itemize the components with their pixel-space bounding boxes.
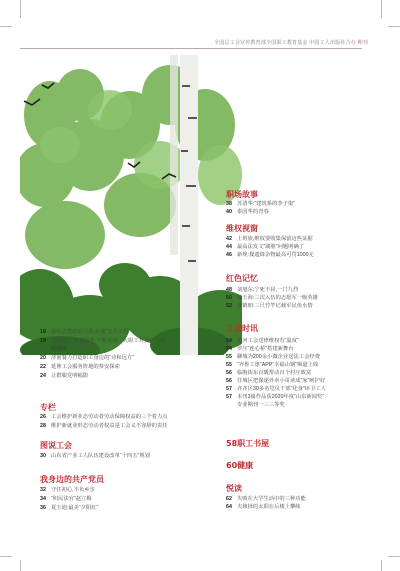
- toc-entry[interactable]: 20 济南餐力打造职工身边的“诗和远方”: [40, 355, 134, 361]
- toc-entry[interactable]: 52 康鹤朋:三尺竹竿记载军民鱼水情: [226, 303, 313, 309]
- toc-entry[interactable]: 46 新规:餐遗降杂物最高可罚1000元: [226, 252, 314, 258]
- section-title: 维权视窗: [226, 224, 258, 233]
- toc-entry[interactable]: 18 强化思想政治引领,实施“五大工程”: [40, 329, 131, 335]
- toc-entry[interactable]: 55 聊城为200余小微企业送法工会经费: [226, 354, 320, 360]
- toc-entry[interactable]: 42 上班族,维权要收集保留这些证据: [226, 236, 313, 242]
- toc-entry[interactable]: 36 夏玉迪:最美“夕阳红”: [40, 505, 99, 511]
- section-title: 职场故事: [226, 190, 258, 199]
- toc-entry[interactable]: 26 工会维护新业态劳动者劳动保障权益的三个着力点: [40, 414, 168, 420]
- crop-mark-tl-v: [20, 0, 21, 18]
- crop-mark-tr-v: [381, 0, 382, 18]
- toc-entry[interactable]: 50 曹玉海:三次入伍的志愿军一级英雄: [226, 295, 318, 301]
- birch-forest-illustration: [20, 55, 242, 355]
- magazine-page: [20, 27, 382, 555]
- section-title: 我身边的共产党员: [40, 475, 104, 484]
- section-title-standalone[interactable]: 60健康: [226, 461, 254, 470]
- toc-entry[interactable]: 38 苏清华:“建筑系的李子柒”: [226, 201, 295, 207]
- toc-entry[interactable]: 22 延伸工会服务阵地的参安探索: [40, 364, 120, 370]
- toc-entry[interactable]: 28 维护新就业形态劳动者权益是工会义不容辞的责任: [40, 423, 168, 429]
- section-title: 红色记忆: [226, 274, 258, 283]
- toc-entry[interactable]: 19 走城履职,精诚服务,不断实现广大职工对美好生活 的向往: [40, 338, 166, 353]
- toc-entry[interactable]: 55 “齐鲁工惠”APP“幸福山钢”频道上线: [226, 362, 319, 368]
- section-title-standalone[interactable]: 58职工书屋: [226, 439, 270, 448]
- crop-mark-br-v: [381, 560, 382, 571]
- toc-entry[interactable]: 40 泰国华的青春: [226, 209, 269, 215]
- crop-mark-tr-h: [388, 26, 400, 27]
- crop-mark-br-h: [388, 556, 400, 557]
- toc-entry[interactable]: 64 夫姨择的太阳在后楼上攀续: [226, 504, 301, 510]
- toc-entry[interactable]: 34 “积民法官”赵立梅: [40, 496, 92, 502]
- page-header: 全国总工会宣传教育部全国职工教育基金 中国工人出版社合办 期刊: [214, 40, 368, 46]
- section-title: 图说工会: [40, 441, 72, 450]
- toc-entry[interactable]: 54 罗庄“连心桥”搭建新舞台: [226, 346, 294, 352]
- toc-entry[interactable]: 57 齐齐区30多名党员干部“化身”环卫工人: [226, 386, 326, 392]
- crop-mark-bl-v: [20, 560, 21, 571]
- toc-entry[interactable]: 44 最高法发文“刷脸”问题明确了: [226, 244, 305, 250]
- toc-entry[interactable]: 48 刘旭东:宁死不屈,一门九烈: [226, 287, 299, 293]
- toc-entry[interactable]: 56 临朐街东百暖帮动百个村庄致富: [226, 370, 312, 376]
- section-title: 悦读: [226, 484, 242, 493]
- crop-mark-bl-h: [0, 556, 12, 557]
- header-rule: [20, 48, 362, 49]
- toc-entry[interactable]: 24 让群服党明幅限: [40, 373, 89, 379]
- toc-entry[interactable]: 54 黑河工会送律维权有“温度”: [226, 338, 299, 344]
- section-title: 专栏: [40, 403, 56, 412]
- toc-entry[interactable]: 56 任城区把保递外卖小哥读成“家”呵护好: [226, 378, 326, 384]
- toc-entry[interactable]: 32 守住初心,不负乡亲: [40, 487, 95, 493]
- toc-entry[interactable]: 30 山东省产业工人队伍建设改革“十四五”规划: [40, 453, 150, 459]
- toc-entry[interactable]: 62 失败在大学生活中的三种功能: [226, 496, 306, 502]
- toc-entry[interactable]: 57 本刊3篇作品获2020年度“山东新闻奖” 专业期刊一三三等奖: [226, 394, 325, 409]
- crop-mark-tl-h: [0, 26, 12, 27]
- section-title: 工会时讯: [226, 324, 258, 333]
